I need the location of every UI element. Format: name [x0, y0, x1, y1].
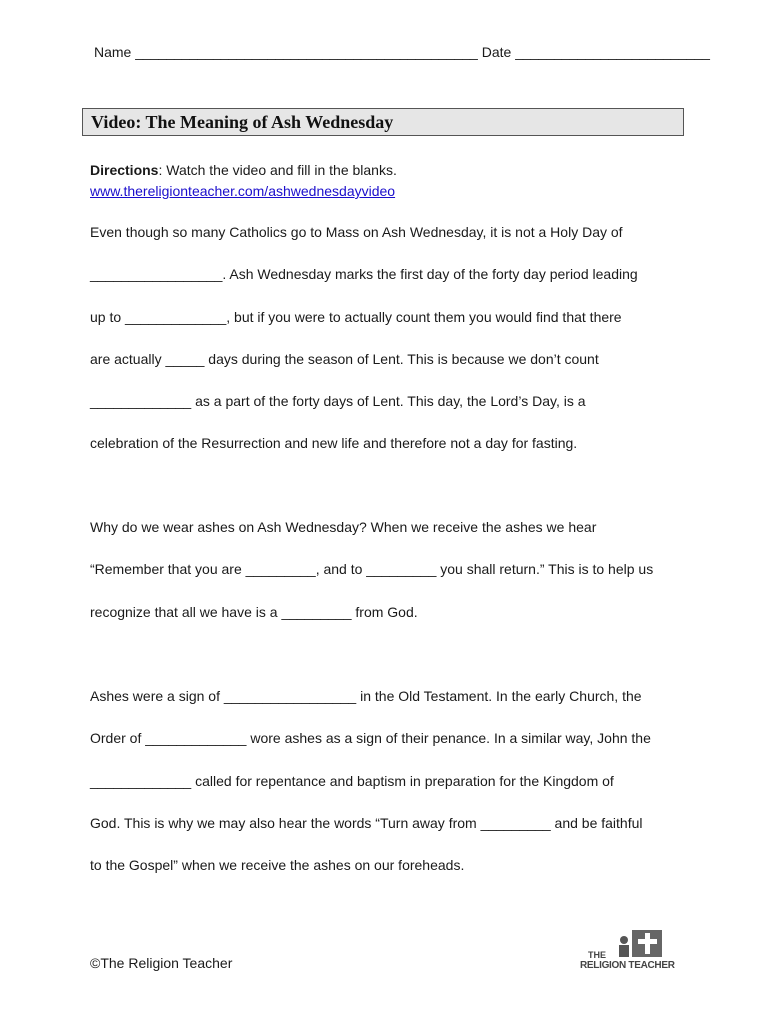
date-label: Date — [481, 44, 512, 60]
paragraph-line: _________________. Ash Wednesday marks the first day of the forty day period leading — [90, 266, 638, 283]
logo-name: RELIGION TEACHER — [580, 960, 675, 971]
paragraph-line: recognize that all we have is a _________ from God. — [90, 603, 418, 620]
video-link[interactable]: www.thereligionteacher.com/ashwednesdayvideo — [90, 183, 396, 199]
name-date-header — [94, 44, 710, 60]
paragraph-1 — [90, 211, 690, 465]
paragraph-line: Why do we wear ashes on Ash Wednesday? When we receive the ashes we hear — [90, 519, 597, 535]
paragraph-line: Order of _____________ wore ashes as a sign of their penance. In a similar way, John the — [90, 730, 651, 747]
name-blank[interactable]: ____________________________________________ — [135, 44, 478, 60]
religion-teacher-logo — [580, 930, 680, 974]
paragraph-line: “Remember that you are _________, and to _________ you shall return.” This is to help us — [90, 561, 654, 578]
title-box — [82, 108, 684, 136]
cross-figure-icon — [610, 930, 666, 958]
paragraph-line: Even though so many Catholics go to Mass on Ash Wednesday, it is not a Holy Day of — [90, 224, 623, 240]
directions — [90, 160, 690, 202]
paragraph-2 — [90, 506, 690, 633]
paragraph-line: Ashes were a sign of _________________ in the Old Testament. In the early Church, the — [90, 688, 642, 704]
paragraph-line: _____________ called for repentance and baptism in preparation for the Kingdom of — [90, 772, 614, 789]
paragraph-line: to the Gospel” when we receive the ashes on our foreheads. — [90, 857, 465, 874]
name-label: Name — [94, 44, 132, 60]
paragraph-line: up to _____________, but if you were to actually count them you would find that there — [90, 308, 622, 325]
paragraph-line: _____________ as a part of the forty days of Lent. This day, the Lord’s Day, is a — [90, 393, 586, 410]
paragraph-line: God. This is why we may also hear the words “Turn away from _________ and be faithful — [90, 814, 643, 831]
page-title: Video: The Meaning of Ash Wednesday — [91, 112, 394, 132]
logo-the: THE — [588, 950, 606, 960]
paragraph-line: celebration of the Resurrection and new life and therefore not a day for fasting. — [90, 435, 578, 452]
date-blank[interactable]: _________________________ — [515, 44, 710, 60]
copyright-footer: ©The Religion Teacher — [90, 955, 233, 971]
directions-label: Directions — [90, 162, 159, 178]
paragraph-3 — [90, 675, 690, 886]
paragraph-line: are actually _____ days during the season of Lent. This is because we don’t count — [90, 350, 599, 367]
directions-text: : Watch the video and fill in the blanks. — [158, 162, 397, 178]
